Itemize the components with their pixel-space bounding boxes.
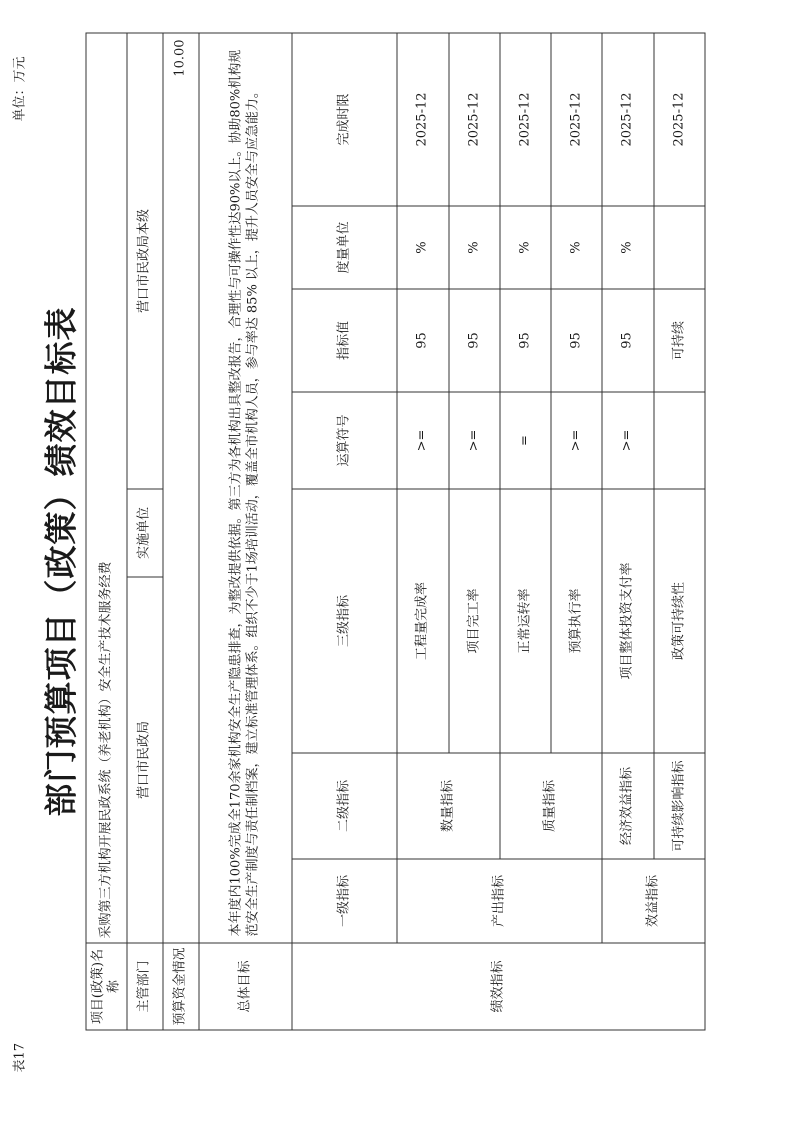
header-l1: 一级指标 [291,859,397,943]
table-row [198,32,291,1029]
val-cell: 95 [397,289,448,392]
table-row [162,32,198,1029]
l2-cell: 可持续影响指标 [653,753,704,859]
header-op: 运算符号 [291,392,397,489]
l2-cell: 质量指标 [499,753,602,859]
impl-label: 实施单位 [126,489,162,577]
deadline-cell: 2025-12 [602,32,653,205]
deadline-cell: 2025-12 [653,32,704,205]
val-cell: 95 [448,289,499,392]
goal-label: 总体目标 [198,943,291,1030]
l3-cell: 正常运转率 [499,489,550,753]
val-cell: 可持续 [653,289,704,392]
fund-value: 10.00 [162,32,198,942]
impl-value: 营口市民政局本级 [126,32,162,488]
table-row [602,32,653,1029]
unit-cell: % [448,206,499,289]
table-row [397,32,448,1029]
project-name-label: 项目(政策)名称 [86,943,127,1030]
val-cell: 95 [499,289,550,392]
group-output: 产出指标 [397,859,602,943]
header-val: 指标值 [291,289,397,392]
dept-value: 营口市民政局 [126,577,162,943]
l3-cell: 预算执行率 [551,489,602,753]
op-cell: >= [551,392,602,489]
op-cell: >= [448,392,499,489]
l3-cell: 政策可持续性 [653,489,704,753]
fund-label: 预算资金情况 [162,943,198,1030]
header-unit: 度量单位 [291,206,397,289]
header-l3: 三级指标 [291,489,397,753]
op-cell: >= [602,392,653,489]
unit-cell: % [551,206,602,289]
goal-text: 本年度内100%完成全170余家机构安全生产隐患排查，为整改提供依据。第三方为各机构出具整改报告，合理性与可操作性达90%以上。协助80%机构规范安全生产制度与责任制档案，建立标准管理体系。组织不少于1场培训活动，覆盖全市机构人员，参与率达 85% 以上，提升人员安全与应急能力。 [198,32,291,942]
l2-cell: 数量指标 [397,753,500,859]
val-cell: 95 [551,289,602,392]
val-cell: 95 [602,289,653,392]
deadline-cell: 2025-12 [448,32,499,205]
table-row [126,32,162,1029]
unit-label: 单位：万元 [12,56,27,122]
unit-cell: % [397,206,448,289]
header-deadline: 完成时限 [291,32,397,205]
unit-cell: % [499,206,550,289]
header-l2: 二级指标 [291,753,397,859]
l3-cell: 项目整体投资支付率 [602,489,653,753]
table-number: 表17 [12,1042,27,1072]
l2-cell: 经济效益指标 [602,753,653,859]
table-row [291,32,397,1029]
performance-table [85,32,705,1030]
op-cell: = [499,392,550,489]
project-name: 采购第三方机构开展民政系统（养老机构）安全生产技术服务经费 [86,32,127,942]
deadline-cell: 2025-12 [499,32,550,205]
op-cell [653,392,704,489]
unit-cell [653,206,704,289]
group-benefit: 效益指标 [602,859,705,943]
l3-cell: 工程量完成率 [397,489,448,753]
page-title: 部门预算项目（政策）绩效目标表 [41,306,80,816]
deadline-cell: 2025-12 [551,32,602,205]
l3-cell: 项目完工率 [448,489,499,753]
table-row [86,32,127,1029]
deadline-cell: 2025-12 [397,32,448,205]
dept-label: 主管部门 [126,943,162,1030]
unit-cell: % [602,206,653,289]
op-cell: >= [397,392,448,489]
perf-label: 绩效指标 [291,943,704,1030]
